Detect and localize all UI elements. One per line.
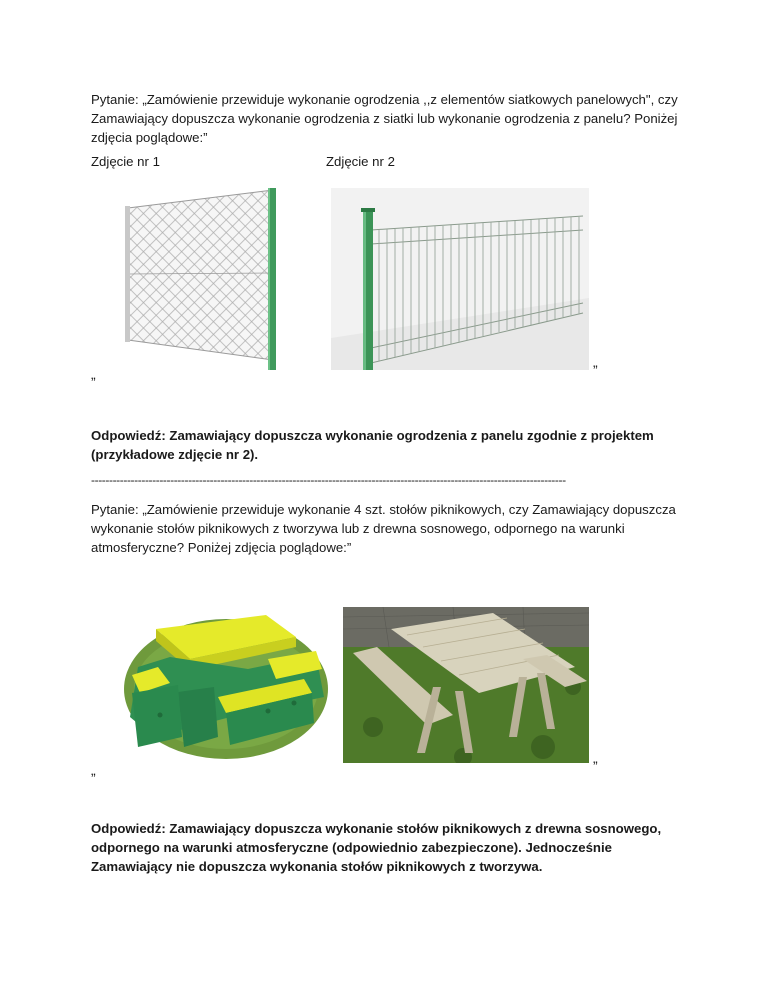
closing-quote-right: ” [593,362,598,378]
panel-fence-photo [331,188,589,370]
question-2-text: Pytanie: „Zamówienie przewiduje wykonanie 4 szt. stołów piknikowych, czy Zamawiający dopuszcza wykonanie stołów piknikowych z tworzywa lub z drewna sosnowego, odpornego na warunki atmosferyczne? Poniżej zdjęcia poglądowe:” [91,502,676,555]
chain-link-fence-photo [118,188,294,370]
photo-1-caption: Zdjęcie nr 1 [91,154,160,169]
answer-1-text: Odpowiedź: Zamawiający dopuszcza wykonanie ogrodzenia z panelu zgodnie z projektem (przykładowe zdjęcie nr 2). [91,428,654,462]
section-divider: ------------------------------------------------------------------------------------------------------------------------------------ [91,473,566,487]
wooden-picnic-table-photo [343,607,589,763]
closing-quote-right-2: ” [593,758,598,774]
plastic-picnic-table-photo [118,597,328,761]
question-1-text: Pytanie: „Zamówienie przewiduje wykonanie ogrodzenia ,,z elementów siatkowych panelowych", czy Zamawiający dopuszcza wykonanie ogrodzenia z siatki lub wykonanie ogrodzenia z panelu? Poniżej zdjęcia poglądowe:” [91,92,678,145]
closing-quote-left: „ [91,366,96,382]
closing-quote-left-2: „ [91,762,96,778]
photo-2-caption: Zdjęcie nr 2 [326,154,395,169]
answer-2-text: Odpowiedź: Zamawiający dopuszcza wykonanie stołów piknikowych z drewna sosnowego, odpornego na warunki atmosferyczne (odpowiednio zabezpieczone). Jednocześnie Zamawiający nie dopuszcza wykonania stołów piknikowych z tworzywa. [91,821,662,874]
